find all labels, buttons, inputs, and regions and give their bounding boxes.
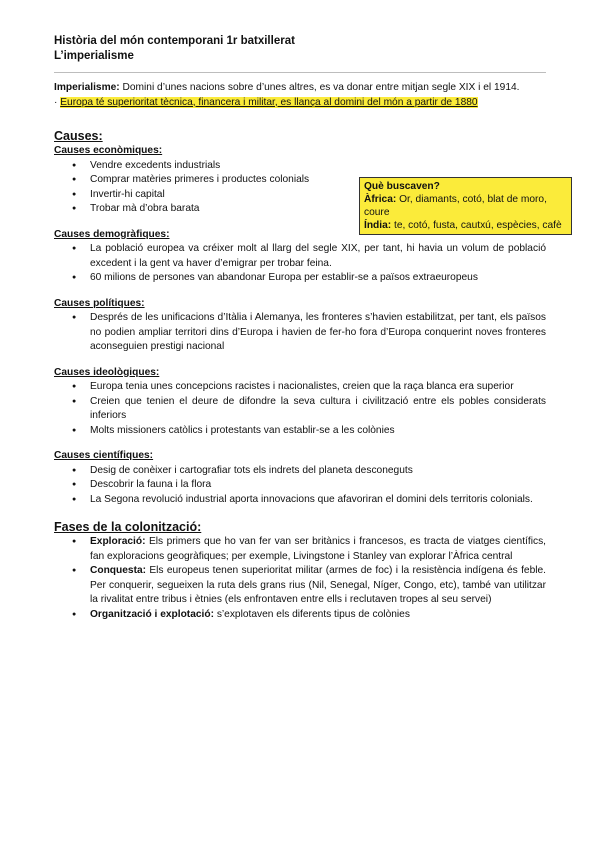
ideological-causes-heading: Causes ideològiques: xyxy=(54,366,160,378)
box-africa-line xyxy=(364,193,567,219)
political-causes-heading: Causes polítiques: xyxy=(54,297,145,309)
india-label: Índia: xyxy=(364,220,392,231)
india-text: te, cotó, fusta, cautxú, espècies, cafè xyxy=(391,220,562,231)
list-item: ● La Segona revolució industrial aporta innovacions que afavoriran el domini dels territoris colonials. xyxy=(54,493,546,508)
phase-label: Conquesta: xyxy=(90,565,147,576)
list-item: ● Invertir-hi capital xyxy=(54,188,546,203)
list-item: ● 60 milions de persones van abandonar Europa per establir-se a països extraeuropeus xyxy=(54,271,546,286)
list-item: ● Trobar mà d’obra barata xyxy=(54,202,546,217)
causes-heading: Causes: xyxy=(54,129,103,143)
list-item: ● Descobrir la fauna i la flora xyxy=(54,478,546,493)
box-india-line xyxy=(364,219,567,232)
list-item: ● Després de les unificacions d’Itàlia i Alemanya, les fronteres s’havien estabilitzat, per tant, els països no podien ampliar territori dins d’Europa i havien de fer-ho fora d’Europa conquerint noves fronteres aconseguien prestigi nacional xyxy=(54,311,546,355)
phase-text: s’explotaven els diferents tipus de colònies xyxy=(213,608,410,620)
phases-heading: Fases de la colonització: xyxy=(54,520,202,534)
definition-text: Domini d’unes nacions sobre d’unes altres, es va donar entre mitjan segle XIX i el 1914. xyxy=(119,82,520,93)
divider xyxy=(54,72,546,73)
demographic-causes-list xyxy=(54,242,546,286)
political-causes-list xyxy=(54,311,546,355)
ideological-causes-list xyxy=(54,380,546,438)
document-page xyxy=(54,34,562,622)
definition-note xyxy=(54,96,546,111)
definition-term: Imperialisme: xyxy=(54,82,120,93)
africa-text: Or, diamants, cotó, blat de moro, coure xyxy=(364,194,547,218)
document-title-line1: Història del món contemporani 1r batxillerat xyxy=(54,35,295,47)
list-item: ● La població europea va créixer molt al llarg del segle XIX, per tant, hi havia un volum de població excedent i la gent va haver d’emigrar per trobar feina. xyxy=(54,242,546,271)
document-title-line2: L’imperialisme xyxy=(54,50,134,62)
list-item xyxy=(54,564,546,608)
phase-label: Exploració: xyxy=(90,536,146,547)
definition-paragraph xyxy=(54,81,546,96)
box-title-text: Què buscaven? xyxy=(364,181,440,192)
list-item: ● Comprar matèries primeres i productes colonials xyxy=(54,173,546,188)
list-item: ● Desig de conèixer i cartografiar tots els indrets del planeta desconeguts xyxy=(54,464,546,479)
highlighted-note: Europa té superioritat tècnica, financera i militar, es llança al domini del món a partir de 1880 xyxy=(60,96,478,108)
what-they-sought-box xyxy=(359,177,572,235)
list-item: ● Vendre excedents industrials xyxy=(54,159,546,174)
list-item: ● Creien que tenien el deure de difondre la seva cultura i civilització entre els pobles considerats inferiors xyxy=(54,395,546,424)
phase-text: Els primers que ho van fer van ser britànics i francesos, es tracta de viatges científics, fan exploracions geogràfiques; per exemple, Livingstone i Stanley van explorar l’Àfrica central xyxy=(90,536,546,562)
phase-text: Els europeus tenen superioritat militar (armes de foc) i la resistència indígena és feble. Per conquerir, segueixen la ruta dels grans rius (Nil, Senegal, Níger, Congo, etc), també van utilitzar la rivalitat entre tribus i ètnies (els enfrontaven entre ells i reclutaven tropes al seu servei) xyxy=(90,565,546,605)
phase-label: Organització i explotació: xyxy=(90,608,214,620)
scientific-causes-list xyxy=(54,464,546,508)
list-item xyxy=(54,608,546,623)
demographic-causes-heading: Causes demogràfiques: xyxy=(54,228,170,240)
phases-list xyxy=(54,535,546,622)
list-item: ● Europa tenia unes concepcions racistes i nacionalistes, creien que la raça blanca era superior xyxy=(54,380,546,395)
scientific-causes-heading: Causes científiques: xyxy=(54,450,154,461)
list-item xyxy=(54,535,546,564)
economic-causes-heading: Causes econòmiques: xyxy=(54,145,163,156)
africa-label: Àfrica: xyxy=(364,194,397,205)
note-prefix: · xyxy=(54,96,61,108)
list-item: ● Molts missioners catòlics i protestants van establir-se a les colònies xyxy=(54,424,546,439)
box-title xyxy=(364,180,567,193)
